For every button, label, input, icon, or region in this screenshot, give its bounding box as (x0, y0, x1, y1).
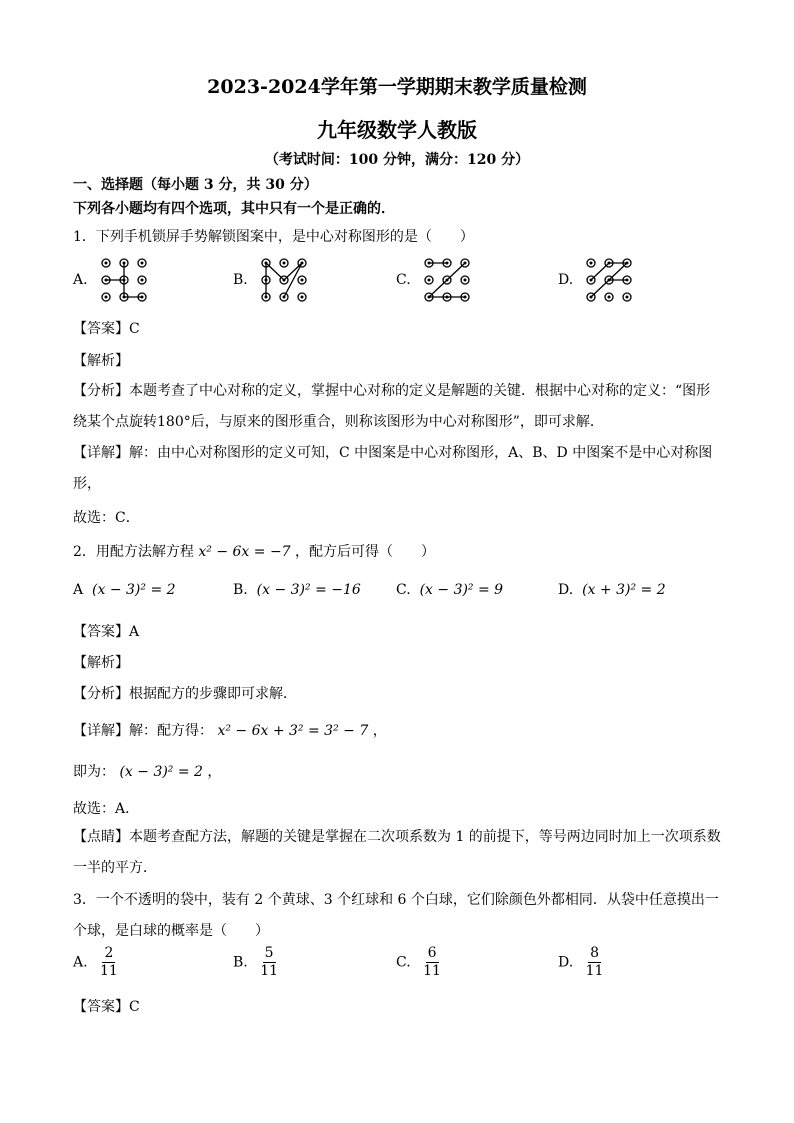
section-instruction: 下列各小题均有四个选项，其中只有一个是正确的． (73, 201, 395, 217)
q2-option-b (233, 582, 361, 598)
q1-option-d-pattern (583, 255, 639, 305)
q1-option-d-label: D. (558, 272, 574, 288)
q2-detail-post: ， (372, 723, 387, 739)
q1-choose: 故选：C． (73, 510, 140, 526)
q1-option-b-label: B. (233, 272, 248, 288)
q1-detail: 【详解】解：由中心对称图形的定义可知，C 中图案是中心对称图形，A、B、D 中图案不是中心对称图形， (73, 445, 713, 492)
q2-option-d-expr: (x + 3)² = 2 (582, 582, 666, 598)
q3-option-b-fraction (260, 945, 278, 980)
q2-stem-post: ，配方后可得（ ） (295, 544, 436, 560)
q3-option-b-den: 11 (260, 963, 279, 979)
q2-option-c-expr: (x − 3)² = 9 (419, 582, 504, 598)
q1-option-a-label: A. (73, 272, 88, 288)
q1-option-b-pattern (258, 255, 314, 305)
q2-comment: 【点睛】本题考查配方法，解题的关键是掌握在二次项系数为 1 的前提下，等号两边同时加上一次项系数一半的平方． (73, 829, 721, 876)
q2-jiexi: 【解析】 (73, 655, 129, 671)
q2-detail-expr: x² − 6x + 3² = 3² − 7 (217, 723, 369, 739)
q2-option-a-expr: (x − 3)² = 2 (92, 582, 176, 598)
q3-option-d-den: 11 (585, 963, 604, 979)
q3-stem: 3．一个不透明的袋中，装有 2 个黄球、3 个红球和 6 个白球，它们除颜色外都相同．从袋中任意摸出一个球，是白球的概率是（ ） (73, 892, 719, 939)
q1-jiexi: 【解析】 (73, 353, 129, 369)
q2-option-d (558, 582, 666, 598)
q3-option-d (558, 945, 603, 980)
q3-option-b-num: 5 (264, 945, 274, 961)
q2-result-post: ， (207, 764, 222, 780)
q3-option-d-fraction (586, 945, 604, 980)
q3-option-d-label: D. (558, 954, 574, 971)
q2-choose: 故选：A． (73, 801, 140, 817)
q2-result-pre: 即为： (73, 764, 115, 780)
q2-analysis: 【分析】根据配方的步骤即可求解． (73, 686, 297, 702)
exam-subtitle: 九年级数学人教版 (317, 118, 477, 142)
q2-option-d-label: D. (558, 582, 574, 598)
q3-option-c-num: 6 (427, 945, 437, 961)
q2-equation: x² − 6x = −7 (198, 544, 291, 560)
q3-answer: 【答案】C (73, 999, 140, 1015)
q2-option-b-expr: (x − 3)² = −16 (256, 582, 361, 598)
q2-answer: 【答案】A (73, 624, 140, 640)
q3-option-d-num: 8 (590, 945, 600, 961)
q3-option-c (396, 945, 441, 980)
q3-option-a-den: 11 (100, 963, 118, 979)
q2-option-c (396, 582, 503, 598)
q3-option-c-den: 11 (423, 963, 441, 979)
q1-option-c-label: C. (396, 272, 411, 288)
exam-title: 2023-2024学年第一学期期末教学质量检测 (207, 76, 587, 98)
q3-option-a-label: A. (73, 954, 88, 971)
exam-info: （考试时间：100 分钟，满分：120 分） (264, 152, 530, 168)
q2-stem (73, 541, 435, 561)
q3-option-b (233, 945, 278, 980)
q3-option-c-label: C. (396, 954, 411, 971)
q3-option-a-fraction (100, 945, 118, 980)
q2-option-a-label: A (73, 582, 84, 598)
q1-analysis: 【分析】本题考查了中心对称的定义，掌握中心对称的定义是解题的关键．根据中心对称的定义：“图形绕某个点旋转180°后，与原来的图形重合，则称该图形为中心对称图形”，即可求解． (73, 383, 711, 430)
q2-option-c-label: C. (396, 582, 411, 598)
q2-option-a (73, 582, 176, 598)
q1-stem: 1．下列手机锁屏手势解锁图案中，是中心对称图形的是（ ） (73, 229, 474, 245)
q2-detail-pre: 【详解】解：配方得： (73, 723, 213, 739)
q1-answer: 【答案】C (73, 321, 140, 337)
q2-result (73, 761, 221, 781)
q2-detail (73, 720, 387, 740)
q3-option-b-label: B. (233, 954, 248, 971)
q2-result-expr: (x − 3)² = 2 (119, 764, 203, 780)
q3-option-c-fraction (423, 945, 441, 980)
q3-option-a (73, 945, 118, 980)
section-heading: 一、选择题（每小题 3 分，共 30 分） (73, 177, 318, 193)
q2-option-b-label: B. (233, 582, 248, 598)
q1-option-c-pattern (421, 255, 477, 305)
q1-option-a-pattern (98, 255, 154, 305)
q2-stem-pre: 2．用配方法解方程 (73, 544, 194, 560)
q3-option-a-num: 2 (104, 945, 114, 961)
